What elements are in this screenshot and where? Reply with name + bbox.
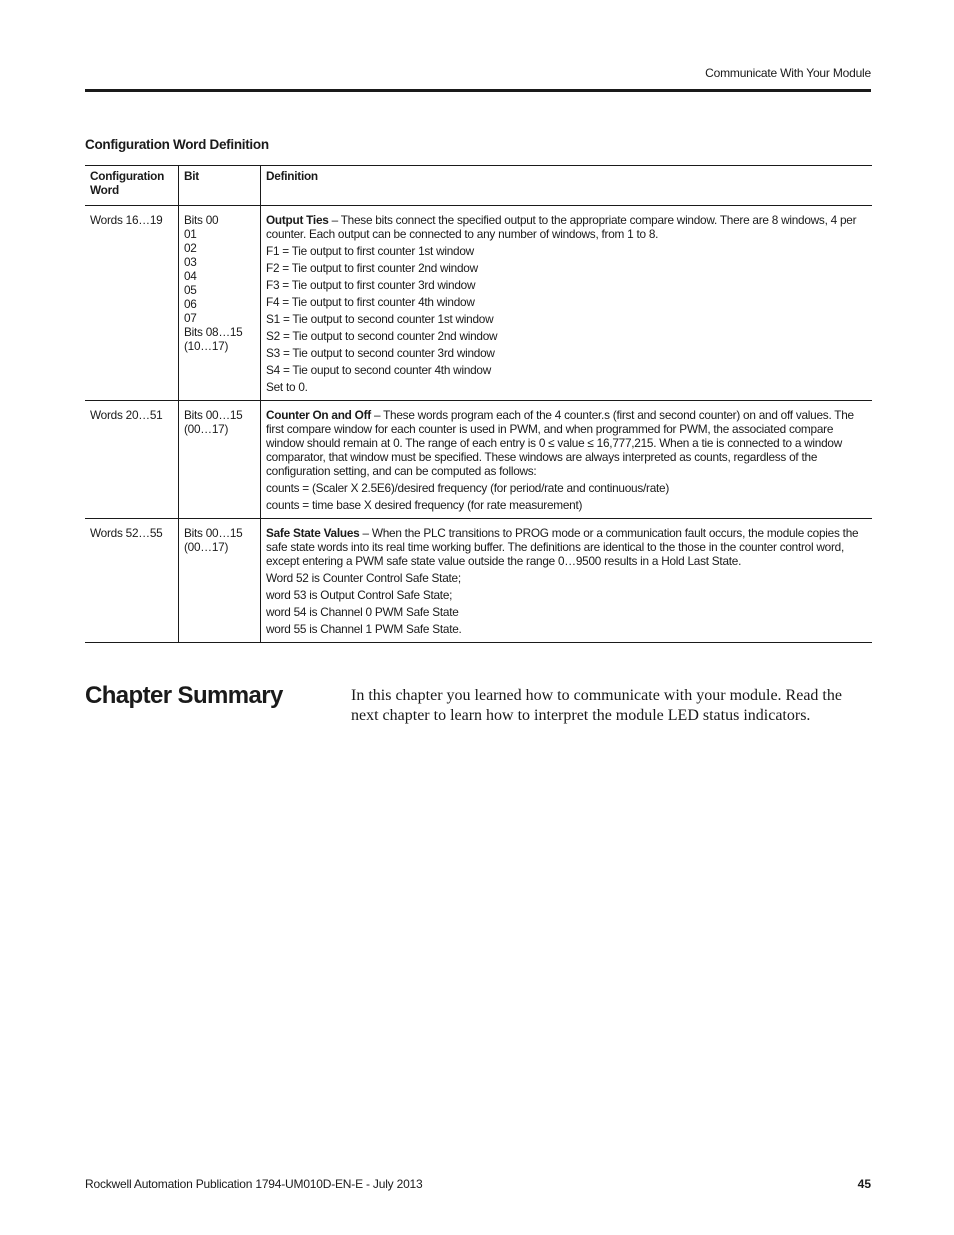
bit-value: 06: [184, 297, 197, 311]
bit-cell: [179, 401, 261, 519]
definition-lead: [266, 526, 867, 568]
bit-value: 03: [184, 255, 197, 269]
table-row: [85, 401, 872, 519]
definition-text: – When the PLC transitions to PROG mode or a communication fault occurs, the module copies the safe state words into its real time working buffer. The definitions are identical to the those in the counter control word, except entering a PWM safe state value outside the range 0…9500 results in a Hold Last State.: [266, 526, 859, 568]
bit-value: 01: [184, 227, 197, 241]
bit-value: (00…17): [184, 540, 229, 554]
table-row: [85, 206, 872, 401]
definition-lead: [266, 213, 867, 241]
column-header-word: Configuration Word: [85, 166, 179, 206]
definition-line: word 53 is Output Control Safe State;: [266, 588, 453, 602]
bit-value: Bits 00…15: [184, 408, 243, 422]
bit-cell: [179, 206, 261, 401]
bit-value: Bits 00…15: [184, 526, 243, 540]
definition-cell: [261, 206, 873, 401]
definition-line: S4 = Tie ouput to second counter 4th window: [266, 363, 492, 377]
definition-line: counts = time base X desired frequency (for rate measurement): [266, 498, 583, 512]
definition-text: – These bits connect the specified output to the appropriate compare window. There are 8 windows, 4 per counter. Each output can be connected to any number of windows, from 1 to 8.: [266, 213, 857, 241]
definition-term: Safe State Values: [266, 526, 360, 540]
definition-line: counts = (Scaler X 2.5E6)/desired frequency (for period/rate and continuous/rate): [266, 481, 670, 495]
chapter-summary-body: In this chapter you learned how to communicate with your module. Read the next chapter to learn how to interpret the module LED status indicators.: [351, 687, 842, 724]
definition-line: word 54 is Channel 0 PWM Safe State: [266, 605, 459, 619]
chapter-summary-heading: Chapter Summary: [85, 682, 283, 709]
definition-text: – These words program each of the 4 counter.s (first and second counter) on and off values. The first compare window for each counter is used in PWM, and when programmed for PWM, the associated compare window should remain at 0. The range of each entry is 0 ≤ value ≤ 16,777,215. When a tie is connected to a window comparator, that window must be specified. These windows are always interpreted as counts, regardless of the configuration setting, and can be computed as follows:: [266, 408, 854, 478]
running-header: Communicate With Your Module: [705, 66, 871, 80]
definition-line: Word 52 is Counter Control Safe State;: [266, 571, 461, 585]
column-header-bit: Bit: [179, 166, 261, 206]
header-rule: [85, 89, 871, 92]
definition-term: Counter On and Off: [266, 408, 371, 422]
bit-value: (00…17): [184, 422, 229, 436]
page-number: 45: [857, 1177, 871, 1191]
definition-line: F2 = Tie output to first counter 2nd window: [266, 261, 478, 275]
bit-value: (10…17): [184, 339, 229, 353]
table-row: [85, 519, 872, 643]
bit-value: 04: [184, 269, 197, 283]
definition-line: S1 = Tie output to second counter 1st window: [266, 312, 494, 326]
definition-line: word 55 is Channel 1 PWM Safe State.: [266, 622, 462, 636]
definition-line: F4 = Tie output to first counter 4th window: [266, 295, 475, 309]
definition-line: F3 = Tie output to first counter 3rd window: [266, 278, 476, 292]
definition-lead: [266, 408, 867, 478]
column-header-definition: Definition: [266, 169, 318, 183]
bit-value: 02: [184, 241, 197, 255]
bit-value: Bits 00: [184, 213, 219, 227]
table-header-row: [85, 166, 872, 206]
configuration-word-table: [85, 165, 872, 643]
definition-cell: [261, 519, 873, 643]
bit-value: Bits 08…15: [184, 325, 243, 339]
word-cell: Words 52…55: [85, 519, 179, 643]
word-cell: Words 20…51: [85, 401, 179, 519]
bit-value: 05: [184, 283, 197, 297]
definition-line: Set to 0.: [266, 380, 308, 394]
definition-line: S3 = Tie output to second counter 3rd window: [266, 346, 495, 360]
definition-term: Output Ties: [266, 213, 329, 227]
word-cell: Words 16…19: [85, 206, 179, 401]
definition-line: S2 = Tie output to second counter 2nd window: [266, 329, 498, 343]
table-title: Configuration Word Definition: [85, 137, 269, 152]
definition-line: F1 = Tie output to first counter 1st window: [266, 244, 474, 258]
definition-cell: [261, 401, 873, 519]
bit-value: 07: [184, 311, 197, 325]
footer-publication: Rockwell Automation Publication 1794-UM010D-EN-E - July 2013: [85, 1177, 423, 1191]
bit-cell: [179, 519, 261, 643]
